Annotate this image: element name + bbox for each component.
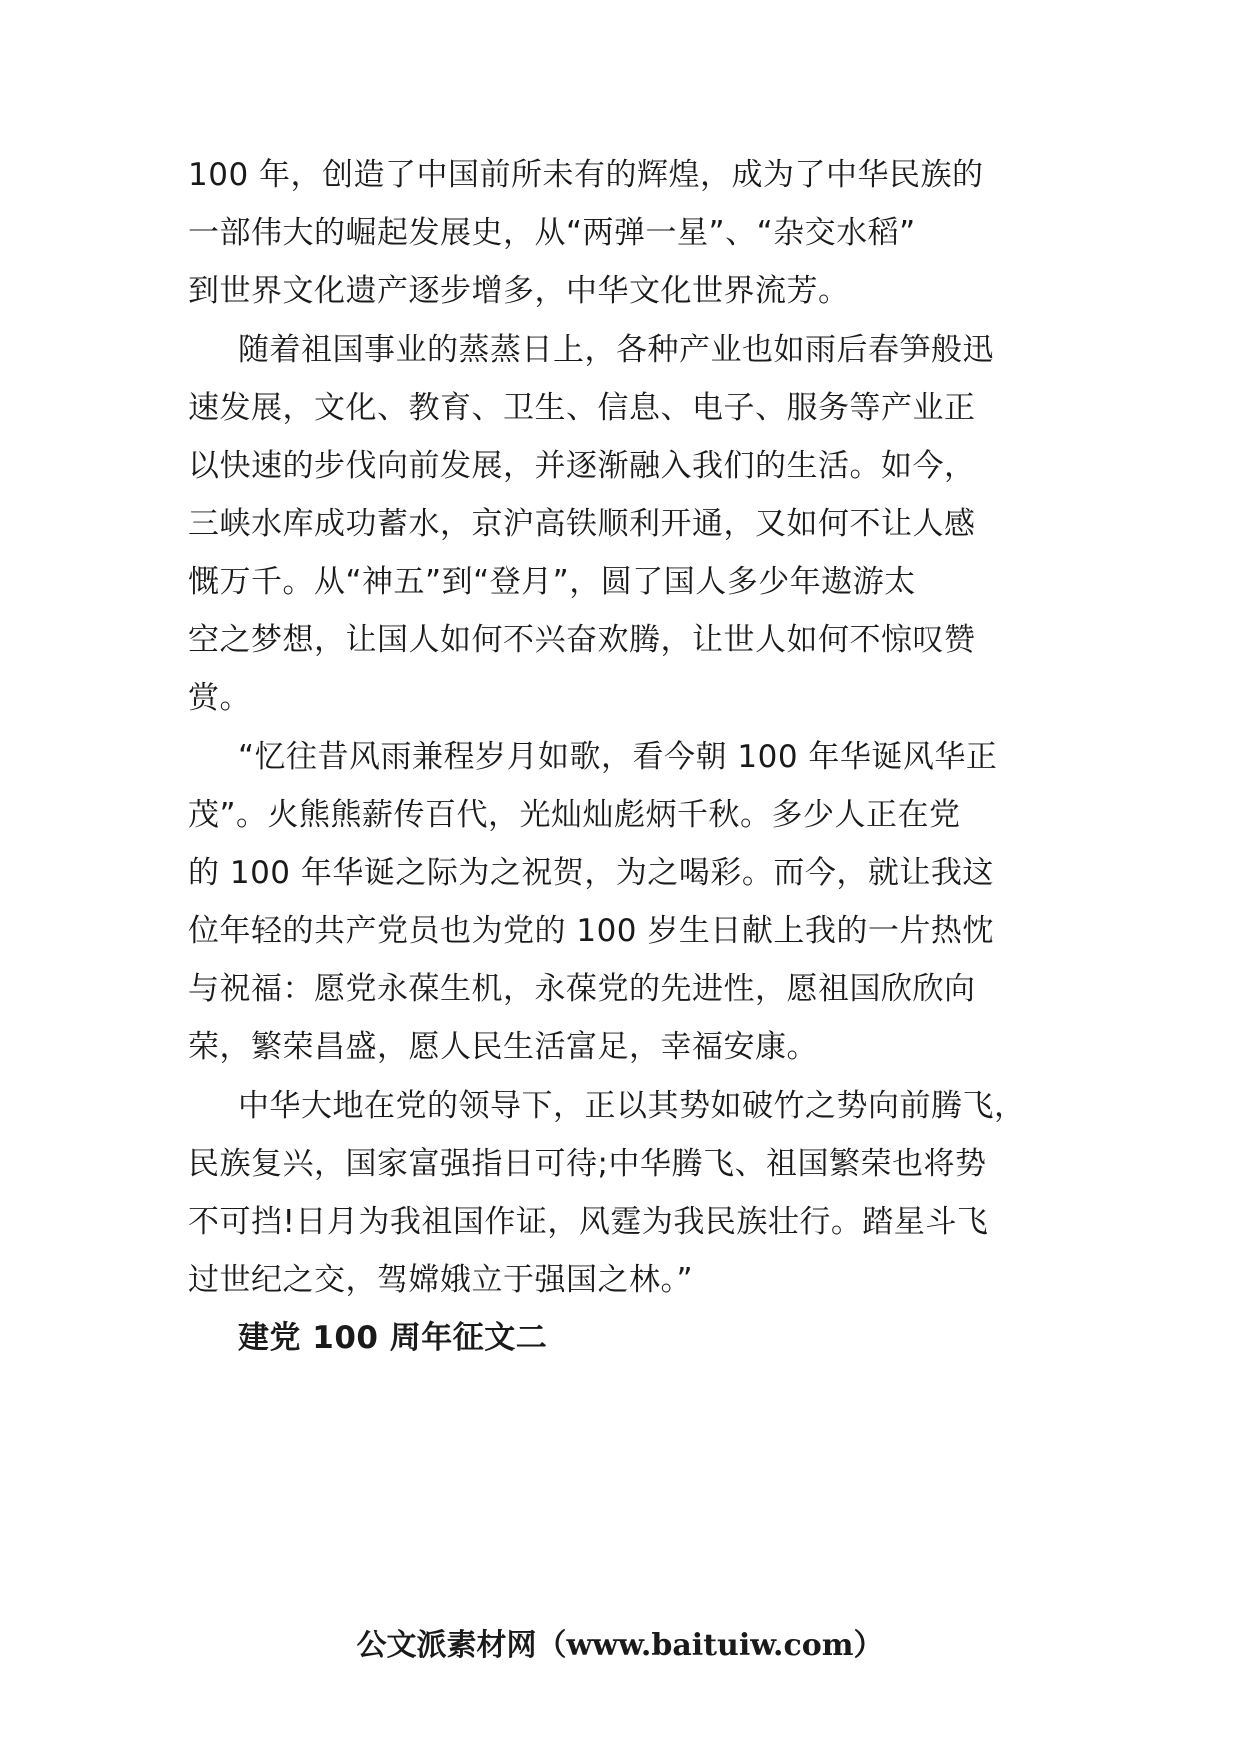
- paragraph-line: 一部伟大的崛起发展史，从“两弹一星”、“杂交水稻”: [188, 215, 916, 251]
- paragraph-line: 随着祖国事业的蒸蒸日上，各种产业也如雨后春笋般迅: [238, 332, 994, 368]
- paragraph-line: 荣，繁荣昌盛，愿人民生活富足，幸福安康。: [188, 1029, 818, 1065]
- section-heading: 建党 100 周年征文二: [238, 1320, 548, 1356]
- paragraph-line: “忆往昔风雨兼程岁月如歌，看今朝 100 年华诞风华正: [238, 739, 998, 775]
- paragraph-line: 赏。: [188, 680, 251, 716]
- paragraph-line: 空之梦想，让国人如何不兴奋欢腾，让世人如何不惊叹赞: [188, 622, 976, 658]
- paragraph-line: 以快速的步伐向前发展，并逐渐融入我们的生活。如今，: [188, 448, 976, 484]
- paragraph-line: 速发展，文化、教育、卫生、信息、电子、服务等产业正: [188, 390, 976, 426]
- paragraph-line: 民族复兴，国家富强指日可待;中华腾飞、祖国繁荣也将势: [188, 1146, 987, 1182]
- paragraph-line: 的 100 年华诞之际为之祝贺，为之喝彩。而今，就让我这: [188, 855, 994, 891]
- footer-watermark: 公文派素材网（www.baituiw.com）: [356, 1628, 884, 1663]
- paragraph-line: 茂”。火熊熊薪传百代，光灿灿彪炳千秋。多少人正在党: [188, 797, 961, 833]
- paragraph-line: 100 年，创造了中国前所未有的辉煌，成为了中华民族的: [188, 157, 984, 193]
- paragraph-line: 慨万千。从“神五”到“登月”，圆了国人多少年遨游太: [188, 564, 916, 600]
- paragraph-line: 中华大地在党的领导下，正以其势如破竹之势向前腾飞，: [238, 1088, 1026, 1124]
- paragraph-line: 与祝福：愿党永葆生机，永葆党的先进性，愿祖国欣欣向: [188, 971, 976, 1007]
- paragraph-line: 到世界文化遗产逐步增多，中华文化世界流芳。: [188, 273, 850, 309]
- paragraph-line: 位年轻的共产党员也为党的 100 岁生日献上我的一片热忱: [188, 913, 994, 949]
- paragraph-line: 三峡水库成功蓄水，京沪高铁顺利开通，又如何不让人感: [188, 506, 976, 542]
- paragraph-line: 过世纪之交，驾嫦娥立于强国之林。”: [188, 1262, 694, 1298]
- paragraph-line: 不可挡!日月为我祖国作证，风霆为我民族壮行。踏星斗飞: [188, 1204, 989, 1240]
